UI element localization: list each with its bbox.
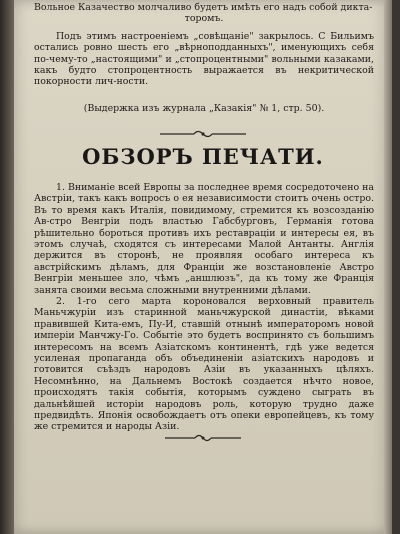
intro-line: торомъ. — [184, 13, 224, 25]
intro-block — [34, 2, 374, 88]
page-gutter-shadow — [0, 0, 14, 534]
document-page — [14, 0, 392, 534]
ornament-divider-bottom — [14, 428, 392, 447]
intro-line: Вольное Казачество молчаливо будетъ имѣть его надъ собой дикта- — [34, 2, 373, 13]
ornament-icon — [158, 129, 248, 139]
ornament-icon — [163, 433, 243, 443]
section-title: ОБЗОРЪ ПЕЧАТИ. — [82, 144, 324, 169]
paragraph-manchuria: 2. 1-го сего марта короновался верховный правитель Маньчжурiи изъ старинной маньчжурской династiи, вѣками правившей Кита-емъ, Пу-И, ставшiй отнынѣ императоромъ новой имперiи Манчжу-Го. Событiе это будетъ воспринято съ большимъ интересомъ на всемъ Азiатскомъ континентѣ, гдѣ уже ведется усиленая пропаганда объ объединенiи азiатскихъ народовъ и готовится съѣздъ народовъ Азiи въ указанныхъ цѣляхъ. Несомнѣнно, на Дальнемъ Востокѣ создается нѣчто новое, происходятъ такiя событiя, которымъ суждено сыграть въ дальнѣйшей исторiи народовъ роль, которую трудно даже предвидѣть. Японiя освобождаетъ отъ опеки европейцевъ, къ тому же стремится и народы Азiи. — [34, 296, 374, 433]
intro-paragraph: Подъ этимъ настроенiемъ „совѣщанiе" закрылось. С Бильимъ остались ровно шесть его „вѣрноподданныхъ", именующихъ себя по-чему-то „настоящими" и „стопроцентными" вольными казаками, какъ будто стопроцентность выражается въ некритической покорности лич-ности. — [34, 30, 374, 88]
page-edge-shadow — [384, 0, 392, 534]
ornament-divider-top — [14, 124, 392, 143]
source-note: (Выдержка изъ журнала „Казакiя" № 1, стр. 50). — [83, 103, 325, 114]
paragraph-austria: 1. Вниманiе всей Европы за последнее время сосредоточено на Австрiи, такъ какъ вопросъ о ея независимости стоитъ очень остро. Въ то время какъ Италiя, повидимому, стремится къ возсозданiю Ав-стро Венгрiи подъ властью Габсбурговъ, Германiя готова рѣшительно бороться противъ ихъ реставрацiи и интересы ея, въ этомъ случаѣ, сходятся съ интересами Малой Антанты. Англiя держится въ сторонѣ, не проявляя особаго интереса къ австрiйскимъ дѣламъ, для Францiи же возстановленiе Австро Венгрiи меньшее зло, чѣмъ „аншлюзъ", да къ тому же Францiя занята своими весьма сложными внутренними дѣлами. — [34, 182, 374, 296]
